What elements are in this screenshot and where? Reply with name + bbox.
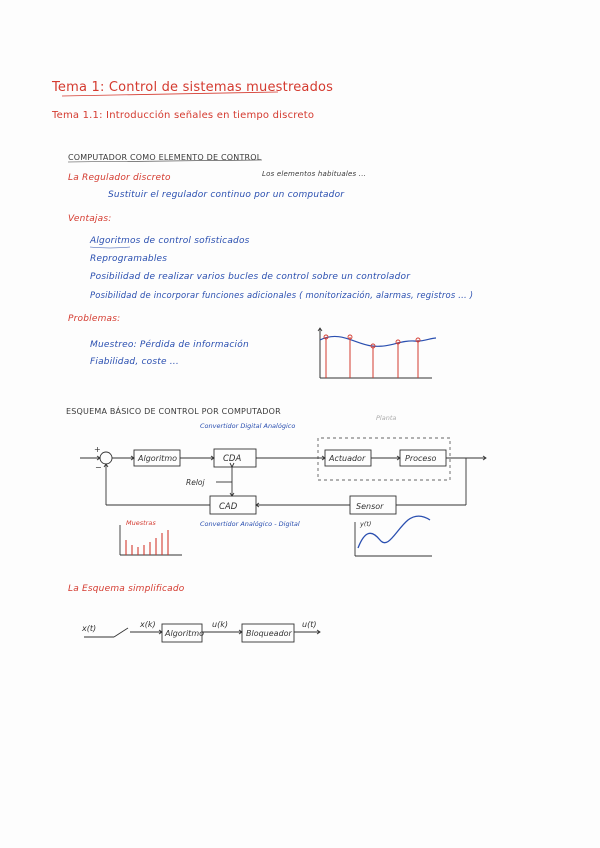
control-block-diagram: [80, 438, 486, 514]
process-label: Proceso: [405, 454, 437, 463]
algorithm-label: Algoritmo: [138, 454, 178, 463]
title-underline: [62, 92, 278, 96]
summing-junction: [100, 452, 112, 464]
sensor-label: Sensor: [356, 502, 384, 511]
plus-sign: +: [94, 445, 101, 454]
advantage-item: Reprogramables: [90, 254, 168, 264]
x-t-label: x(t): [82, 624, 97, 633]
advantage-item: Posibilidad de incorporar funciones adicionales ( monitorización, alarmas, registros ... ): [90, 290, 474, 300]
simplified-heading: La Esquema simplificado: [68, 584, 185, 594]
sampled-signal-plot: [318, 328, 436, 378]
x-k-label: x(k): [140, 620, 156, 629]
dac-label: CDA: [223, 454, 242, 464]
advantage-item: Algoritmos de control sofisticados: [90, 236, 250, 246]
clock-label: Reloj: [186, 478, 205, 487]
advantage-item: Posibilidad de realizar varios bucles de control sobre un controlador: [90, 272, 411, 282]
adc-note: Convertidor Analógico - Digital: [200, 520, 300, 528]
simple-algorithm-label: Algoritmo: [165, 629, 205, 638]
advantages-heading: Ventajas:: [68, 214, 112, 224]
problem-item: Muestreo: Pérdida de información: [90, 340, 249, 350]
section-heading-scheme: ESQUEMA BÁSICO DE CONTROL POR COMPUTADOR: [66, 407, 281, 416]
u-t-label: u(t): [302, 620, 317, 629]
minus-sign: −: [95, 463, 102, 472]
heading-underline: [68, 160, 262, 162]
sampler-switch: [114, 628, 128, 637]
page-title: Tema 1: Control de sistemas muestreados: [52, 80, 334, 95]
dac-note: Convertidor Digital Analógico: [200, 422, 296, 430]
problems-heading: Problemas:: [68, 314, 121, 324]
signal-label: y(t): [360, 520, 372, 528]
actuator-label: Actuador: [329, 454, 366, 463]
sensor-signal-mini-plot: [355, 516, 432, 556]
samples-label: Muestras: [126, 519, 156, 527]
page-subtitle: Tema 1.1: Introducción señales en tiempo discreto: [52, 110, 315, 121]
plant-note: Planta: [376, 414, 397, 422]
regulator-description: Sustituir el regulador continuo por un computador: [108, 190, 345, 200]
regulator-label: La Regulador discreto: [68, 173, 171, 183]
u-k-label: u(k): [212, 620, 228, 629]
holder-label: Bloqueador: [246, 629, 292, 638]
section-heading-computer: COMPUTADOR COMO ELEMENTO DE CONTROL: [68, 153, 262, 162]
problem-item: Fiabilidad, coste ...: [90, 357, 179, 367]
samples-mini-plot: [120, 519, 182, 555]
item-underline: [90, 247, 130, 248]
adc-label: CAD: [219, 502, 238, 512]
regulator-note: Los elementos habituales ...: [262, 170, 367, 178]
